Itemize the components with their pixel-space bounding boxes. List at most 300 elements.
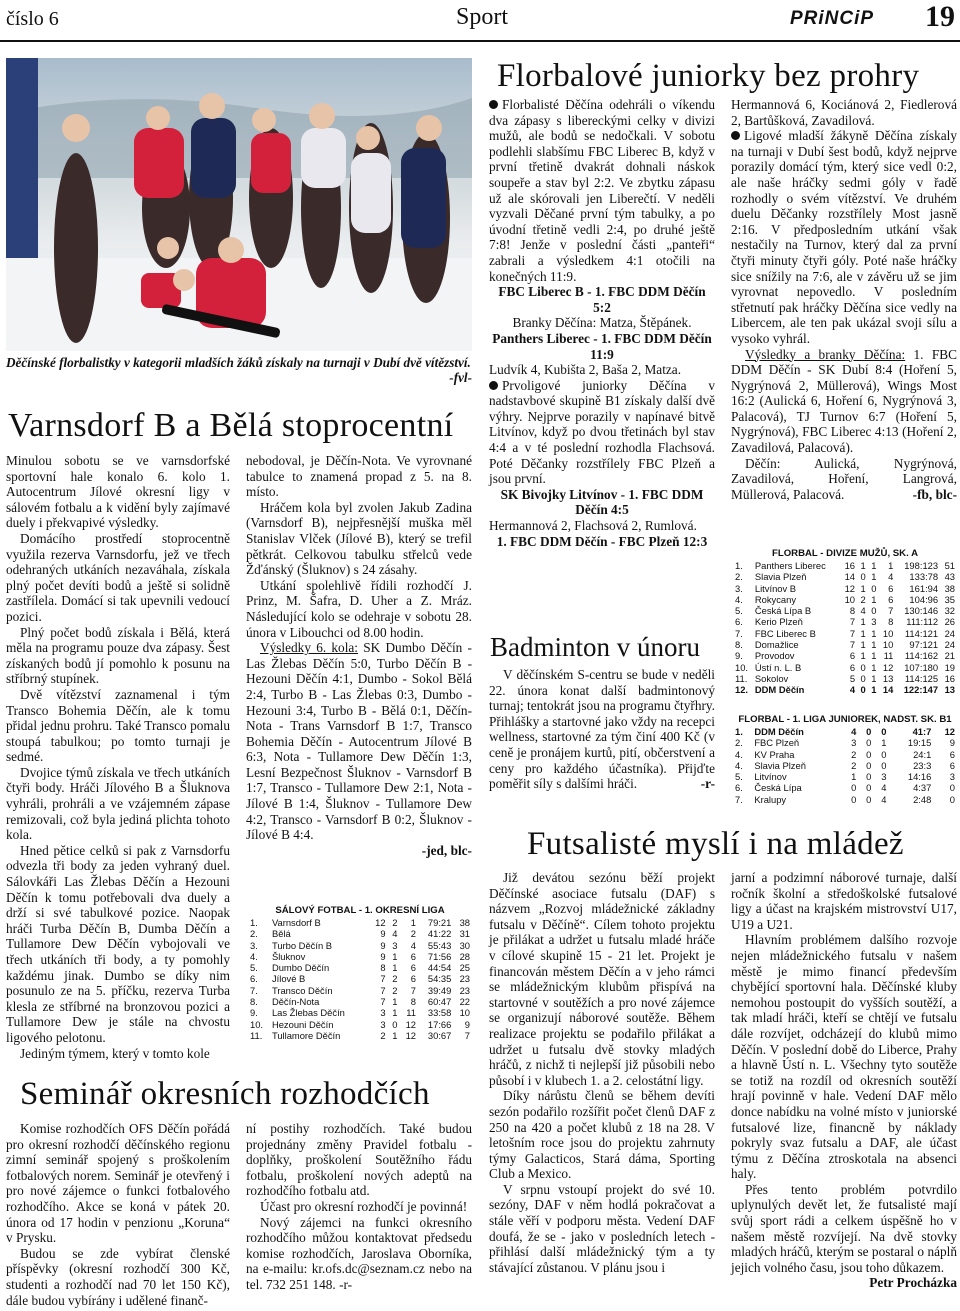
table-cell: 4 bbox=[881, 782, 887, 794]
caption-text: Děčínské florbalistky v kategorii mladších žáků získaly na turnaji v Dubí dvě vítězství. bbox=[6, 355, 471, 370]
table-cell: 32 bbox=[944, 605, 955, 617]
paragraph: Nový zájemci na funkci okresního rozhodčího můžou kontaktovat předsedu komise rozhodčích, Jaroslava Oborníka, na e-mailu: kr.ofs.dc@seznam.cz nebo na tel. 732 251 148. -r- bbox=[246, 1214, 472, 1292]
table-cell: 4 bbox=[849, 684, 856, 696]
table-cell: 19 bbox=[944, 661, 955, 673]
paragraph bbox=[731, 128, 957, 346]
team-name-cell: Litvínov bbox=[754, 771, 787, 783]
header-rule bbox=[0, 40, 960, 42]
paragraph bbox=[489, 667, 715, 792]
table-cell: 8. bbox=[735, 639, 743, 651]
table-cell: 2. bbox=[250, 928, 258, 940]
florbal-col1 bbox=[489, 97, 715, 549]
team-name-cell: Jílové B bbox=[271, 973, 306, 985]
table-cell: 1 bbox=[392, 950, 398, 962]
match-scorers: Hermannová 6, Kociánová 2, Fiedlerová 2, Bartůšková, Zavadilová. bbox=[731, 97, 957, 128]
match-title: FBC Liberec B - 1. FBC DDM Děčín 5:2 bbox=[498, 284, 706, 315]
team-name-cell: Děčín-Nota bbox=[271, 996, 320, 1008]
table-cell: 0 bbox=[881, 726, 887, 737]
table-cell: 11 bbox=[406, 1007, 417, 1019]
table-cell: 114:121 bbox=[904, 627, 939, 639]
table-cell: 1 bbox=[871, 672, 877, 684]
results-paragraph bbox=[731, 347, 957, 456]
table-cell: 6. bbox=[250, 973, 258, 985]
table-cell: 9. bbox=[250, 1007, 258, 1019]
table-row bbox=[733, 662, 957, 673]
table-cell: 2 bbox=[392, 984, 398, 996]
team-name-cell: FBC Plzeň bbox=[754, 737, 800, 749]
table-row bbox=[248, 951, 472, 962]
match-title: SK Bivojky Litvínov - 1. FBC DDM Děčín 4:5 bbox=[500, 486, 704, 518]
table-cell: 4. bbox=[735, 748, 743, 760]
caption-signature: -fvl- bbox=[449, 370, 472, 385]
table-cell: 198:123 bbox=[904, 560, 939, 571]
table-cell: 30:67 bbox=[427, 1029, 452, 1041]
results-paragraph bbox=[246, 640, 472, 843]
table-cell: 6 bbox=[888, 593, 894, 605]
table-cell: 1 bbox=[871, 560, 877, 571]
table-cell: 7 bbox=[888, 605, 894, 617]
table-cell: 41:7 bbox=[912, 726, 932, 737]
team-name-cell: Transco Děčín bbox=[271, 984, 333, 996]
table-cell: 1 bbox=[871, 627, 877, 639]
table-cell: 3 bbox=[380, 1018, 386, 1030]
table-cell: 24:1 bbox=[913, 748, 932, 760]
lineup-text: Děčín: Aulická, Nygrýnová, Zavadilová, Hoření, Langrová, Müllerová, Palacová. bbox=[731, 455, 957, 502]
table-cell: 2 bbox=[410, 928, 417, 940]
table-cell: 5. bbox=[735, 771, 743, 783]
table-cell: 4 bbox=[392, 928, 398, 940]
table-cell: 0 bbox=[860, 672, 866, 684]
bullet-icon bbox=[731, 131, 740, 140]
team-name-cell: Domažlice bbox=[754, 639, 799, 651]
table-cell: 6 bbox=[849, 661, 856, 673]
table-cell: 1 bbox=[871, 684, 877, 696]
table-cell: 12 bbox=[944, 726, 955, 737]
table-cell: 11 bbox=[883, 650, 894, 662]
table-row bbox=[733, 737, 957, 748]
table-cell: 23:3 bbox=[913, 759, 932, 771]
table-cell: 5. bbox=[250, 962, 258, 974]
table-cell: 26 bbox=[944, 616, 955, 628]
table-cell: 4 bbox=[888, 571, 894, 583]
table-title: FLORBAL - DIVIZE MUŽŮ, SK. A bbox=[771, 548, 919, 559]
table-cell: 10 bbox=[882, 627, 894, 639]
paragraph: jarní a podzimní náborové turnaje, další ročník školní a středoškolské futsalové ligy a účast na krajském mistrovství U17, U19 a U21. bbox=[731, 870, 957, 932]
table-cell: 4. bbox=[735, 593, 743, 605]
paragraph-text: Florbalisté Děčína odehráli o víkendu dva zápasy s libereckými celky v divizi mužů, ale bodů se nedočkali. V sobotu podlehli slabšímu FBC Liberec B, když v první třetině dvakrát dohnali náskok soupeře a stav byl 2:2. Ve zbytku zápasu už ale skórovali jen Liberečtí. V neděli vyzvali Děčané první tým tabulky, a po úvodní třetině vedli 2:4, po druhé ještě 7:8! Jenže v poslední části „panteři“ zabrali a výsledkem 4:1 otočili na konečných 11:9. bbox=[489, 97, 715, 284]
paragraph: Jediným týmem, který v tomto kole bbox=[20, 1045, 210, 1061]
bullet-icon bbox=[489, 381, 498, 390]
table-cell: 3 bbox=[392, 939, 398, 951]
bullet-icon bbox=[489, 100, 498, 109]
article-signature: -fb, blc- bbox=[912, 486, 957, 502]
table-cell: 1 bbox=[392, 1007, 398, 1019]
table-row bbox=[733, 560, 957, 571]
table-cell: 0 bbox=[866, 737, 872, 749]
table-cell: 3 bbox=[380, 1007, 386, 1019]
team-name-cell: Litvínov B bbox=[754, 582, 797, 594]
table-cell: 1 bbox=[410, 917, 417, 928]
table-cell: 54:35 bbox=[427, 973, 452, 985]
table-row bbox=[248, 1030, 472, 1041]
paragraph: ní postihy rozhodčích. Také budou projednány změny Pravidel fotbalu - doplňky, proškolení Soutěžního řádu fotbalu, proškolení nových adeptů na rozhodčího fotbalu atd. bbox=[246, 1121, 472, 1199]
florbal-col2 bbox=[731, 97, 957, 502]
table-cell: 60:47 bbox=[427, 996, 452, 1008]
paragraph: nebodoval, je Děčín-Nota. Ve vyrovnané tabulce to znamená propad z 5. na 8. místo. bbox=[246, 453, 472, 500]
table-cell: 0 bbox=[866, 759, 872, 771]
table-cell: 0 bbox=[866, 782, 872, 794]
table-cell: 10 bbox=[459, 1007, 470, 1019]
photo-caption bbox=[6, 355, 472, 385]
table-cell: 9 bbox=[380, 950, 386, 962]
match-scorers: Ludvík 4, Kubišta 2, Baša 2, Matza. bbox=[489, 362, 682, 378]
paragraph: V srpnu vstoupí projekt do své 10. sezóny, DAF v něm hodlá pokračovat a stále věří v podporu města. Vedení DAF doufá, že se - jako v posledních letech - přihlásí další mládežnický tým a ty stávající zůstanou. V plánu jsou i bbox=[489, 1181, 715, 1275]
team-name-cell: Hezouni Děčín bbox=[271, 1018, 334, 1030]
table-cell: 3. bbox=[250, 939, 258, 951]
table-cell: 5. bbox=[735, 605, 743, 617]
table-row bbox=[733, 650, 957, 661]
table-cell: 6. bbox=[735, 782, 743, 794]
team-name-cell: Česká Lípa bbox=[754, 782, 802, 794]
table-cell: 13 bbox=[882, 672, 894, 684]
table-cell: 10 bbox=[844, 593, 856, 605]
table-cell: 1 bbox=[871, 571, 877, 583]
page-number: 19 bbox=[925, 0, 955, 33]
table-cell: 39:49 bbox=[427, 984, 452, 996]
table-cell: 79:21 bbox=[427, 917, 452, 928]
table-cell: 0 bbox=[866, 793, 872, 805]
paragraph: Přes tento problém potvrdilo uplynulých devět let, že futsalisté mají svůj sport rádi a celkem úspěšně ho v našem městě rozvíjejí. Na dvě stovky mladých hráčů, kterým se postaral o náplň jejich volného času, jsou toho důkazem. bbox=[731, 1181, 957, 1275]
table-cell: 0 bbox=[860, 661, 866, 673]
table-cell: 11. bbox=[735, 672, 748, 684]
table-cell: 6 bbox=[410, 973, 417, 985]
table-row bbox=[248, 996, 472, 1007]
table-cell: 1 bbox=[871, 650, 877, 662]
table-cell: 71:56 bbox=[427, 950, 452, 962]
table-cell: 13 bbox=[944, 684, 955, 696]
table-cell: 7 bbox=[849, 616, 856, 628]
paragraph: Hráčem kola byl zvolen Jakub Zadina (Varnsdorf B), nejpřesnější muška měl Stanislav Vlček (Jílové B), který se trefil pětkrát. Celkovou tabulku střelců vede Žďánský (Šluknov) s 24 zásahy. bbox=[246, 499, 472, 578]
paragraph: Plný počet bodů získala i Bělá, která měla na programu pouze dva zápasy. Šest získaných bodů jí pomohlo k posunu na stříbrný stupínek. bbox=[6, 624, 230, 687]
newspaper-logo: PRiNCiP bbox=[790, 8, 875, 29]
table-cell: 2 bbox=[380, 1029, 386, 1041]
issue-number: číslo 6 bbox=[6, 8, 59, 30]
table-cell: 1 bbox=[860, 627, 866, 639]
table-cell: 130:146 bbox=[904, 605, 939, 617]
paragraph bbox=[489, 97, 715, 284]
table-cell: 4 bbox=[410, 939, 417, 951]
table-cell: 16 bbox=[944, 672, 955, 684]
table-cell: 24 bbox=[944, 639, 955, 651]
table-cell: 107:180 bbox=[904, 661, 939, 673]
liga-juniorek-table bbox=[733, 714, 957, 805]
paragraph: Díky nárůstu členů se během devíti sezón podařilo rozšířit počet členů DAF z 250 na 420 a počet klubů z 18 na 28. V letošním roce jsou do projektu zahrnuty týmy Galacticos, Stará dáma, Sporting Club a Mexico. bbox=[489, 1088, 715, 1182]
article-signature: -r- bbox=[700, 776, 715, 792]
table-row bbox=[733, 771, 957, 782]
table-cell: 6 bbox=[888, 582, 894, 594]
article-signature: -jed, blc- bbox=[421, 842, 472, 858]
table-cell: 12 bbox=[405, 1029, 417, 1041]
table-cell: 2 bbox=[392, 917, 398, 928]
results-label: Výsledky a branky Děčína: bbox=[745, 346, 906, 362]
table-cell: 6. bbox=[735, 616, 743, 628]
table-cell: 97:121 bbox=[909, 639, 939, 651]
table-cell: 0 bbox=[949, 793, 955, 805]
table-cell: 1. bbox=[735, 726, 743, 737]
table-cell: 4:37 bbox=[913, 782, 932, 794]
table-cell: 7. bbox=[735, 627, 743, 639]
table-cell: 16 bbox=[844, 560, 856, 571]
table-row bbox=[733, 673, 957, 684]
table-cell: 10. bbox=[735, 661, 749, 673]
table-cell: 2:48 bbox=[913, 793, 932, 805]
table-cell: 9 bbox=[949, 737, 955, 749]
paragraph: Hned pětice celků si pak z Varnsdorfu odvezla tři body za jeden vyhraný duel. Sálovkáři Las Žlebas Děčín a Hezouni Děčín k tomu potřebovali dva duely a drží si své tabulkové pozice. Naopak hráči Turba Děčín B, Dumba Děčín a Tullamore Dew Děčín vybojovali ve třech utkáních tři body, a ty pomohly každému jinak. Dumbo se díky nim posunulo ze na 5. příčku, rezerva Turba klesla ze stříbrné na bronzovou pozici a Tullamore Dew je stále na chvostu ligového pelotonu. bbox=[6, 842, 230, 1045]
table-cell: 9 bbox=[380, 939, 386, 951]
paragraph: Budou se zde vybírat členské příspěvky (okresní rozhodčí 300 Kč, studenti a rozhodčí nad 70 let 150 Kč), dále budou vybírány i udělené finanč- bbox=[6, 1245, 230, 1308]
table-cell: 2. bbox=[735, 737, 743, 749]
florbal-headline: Florbalové juniorky bez prohry bbox=[497, 58, 920, 94]
seminar-headline: Seminář okresních rozhodčích bbox=[20, 1076, 430, 1112]
table-cell: 12 bbox=[375, 917, 386, 928]
team-name-cell: Dumbo Děčín bbox=[271, 962, 330, 974]
table-cell: 3 bbox=[851, 737, 857, 749]
table-cell: 38 bbox=[459, 917, 470, 928]
table-cell: 7 bbox=[380, 984, 386, 996]
table-cell: 114:162 bbox=[904, 650, 939, 662]
table-cell: 55:43 bbox=[427, 939, 452, 951]
team-name-cell: DDM Děčín bbox=[754, 684, 805, 696]
table-cell: 4 bbox=[881, 793, 887, 805]
team-name-cell: Panthers Liberec bbox=[754, 560, 826, 571]
table-title: SÁLOVÝ FOTBAL - 1. OKRESNÍ LIGA bbox=[275, 905, 445, 916]
table-cell: 6 bbox=[849, 650, 856, 662]
match-scorers: Hermannová 2, Flachsová 2, Rumlová. bbox=[489, 518, 697, 534]
table-cell: 0 bbox=[949, 782, 955, 794]
table-cell: 161:94 bbox=[909, 582, 939, 594]
table-cell: 25 bbox=[459, 962, 470, 974]
table-cell: 12 bbox=[405, 1018, 417, 1030]
table-cell: 1 bbox=[392, 996, 398, 1008]
table-cell: 1 bbox=[860, 650, 866, 662]
table-cell: 14 bbox=[844, 571, 856, 583]
team-name-cell: Kerio Plzeň bbox=[754, 616, 803, 628]
table-cell: 1 bbox=[888, 560, 894, 571]
table-cell: 12 bbox=[882, 661, 894, 673]
team-name-cell: Sokolov bbox=[754, 672, 789, 684]
table-cell: 7. bbox=[250, 984, 258, 996]
futsal-col1 bbox=[489, 870, 715, 1275]
table-cell: 0 bbox=[881, 759, 887, 771]
table-cell: 6 bbox=[410, 962, 417, 974]
table-cell: 51 bbox=[944, 560, 955, 571]
paragraph: Utkání spolehlivě řídili rozhodčí J. Prinz, M. Šafra, D. Uher a Z. Mráz. Následující kolo se odehraje v sobotu 28. února v Libouchci od 8.00 hodin. bbox=[246, 577, 472, 640]
table-cell: 122:147 bbox=[903, 684, 939, 696]
table-cell: 10 bbox=[882, 639, 894, 651]
table-row bbox=[733, 583, 957, 594]
table-cell: 0 bbox=[851, 793, 857, 805]
varnsdorf-col1 bbox=[6, 453, 230, 1061]
paragraph: Účast pro okresní rozhodčí je povinná! bbox=[260, 1198, 468, 1214]
table-cell: 17:66 bbox=[427, 1018, 452, 1030]
table-cell: 8. bbox=[250, 996, 258, 1008]
futsal-col2 bbox=[731, 870, 957, 1291]
paragraph: Domácího prostředí stoprocentně využila rezerva Varnsdorfu, jež ve třech odehraných utkáních nezaváhala, získala plný počet devíti bodů a ještě si solidně zastřílela. Domácí si tak upevnili vedoucí pozici. bbox=[6, 530, 230, 624]
table-row bbox=[733, 782, 957, 793]
table-cell: 0 bbox=[866, 726, 872, 737]
table-cell: 1 bbox=[860, 560, 866, 571]
table-cell: 0 bbox=[871, 582, 877, 594]
section-title: Sport bbox=[456, 4, 509, 30]
table-cell: 7. bbox=[735, 793, 743, 805]
team-name-cell: Varnsdorf B bbox=[271, 917, 321, 928]
table-cell: 21 bbox=[944, 650, 955, 662]
table-cell: 2 bbox=[851, 748, 857, 760]
table-cell: 9. bbox=[735, 650, 743, 662]
paragraph: Hlavním problémem dalšího rozvoje nejen mládežnického futsalu v našem městě je mimo financí především chybějící sportovní hala. Děčínské kluby nemohou postoupit do vyšších soutěží, a tak mladí hráči, kteří se chtějí ve futsalu dále rozvíjet, odcházejí do klubů mimo Děčín. V poslední době do Liberce, Prahy a hlavně Ústí n. L. Všechny tyto soutěže se totiž na rozdíl od okresních soutěží hrají povinně v hale. Vedení DAF mělo donce nabídku na volné místo v juniorské futsalové lize, financně by náklady pokryly svaz futsalu a DAF, ale účast týmu z Děčína ztroskotala na absenci haly. bbox=[731, 932, 957, 1182]
table-cell: 8 bbox=[380, 962, 386, 974]
table-cell: 23 bbox=[459, 973, 470, 985]
table-cell: 24 bbox=[944, 627, 955, 639]
team-name-cell: KV Praha bbox=[754, 748, 795, 760]
table-cell: 8 bbox=[849, 605, 856, 617]
table-cell: 0 bbox=[392, 1018, 398, 1030]
lineup-paragraph bbox=[731, 456, 957, 503]
table-cell: 1 bbox=[881, 737, 887, 749]
table-cell: 0 bbox=[871, 605, 877, 617]
varnsdorf-col2 bbox=[246, 453, 472, 858]
table-cell: 6 bbox=[949, 748, 955, 760]
table-cell: 1 bbox=[871, 639, 877, 651]
table-cell: 0 bbox=[860, 684, 866, 696]
table-cell: 10. bbox=[250, 1018, 264, 1030]
standings-table bbox=[733, 726, 957, 805]
table-cell: 7 bbox=[464, 1029, 470, 1041]
table-cell: 33:58 bbox=[427, 1007, 452, 1019]
match-title: 1. FBC DDM Děčín - FBC Plzeň 12:3 bbox=[496, 533, 708, 549]
table-cell: 38 bbox=[944, 582, 955, 594]
table-cell: 8 bbox=[410, 996, 417, 1008]
table-row bbox=[733, 726, 957, 737]
table-cell: 1 bbox=[871, 661, 877, 673]
table-row bbox=[733, 616, 957, 627]
table-cell: 1 bbox=[392, 962, 398, 974]
table-cell: 12. bbox=[735, 684, 749, 696]
table-cell: 4 bbox=[851, 726, 857, 737]
paragraph: Komise rozhodčích OFS Děčín pořádá pro okresní rozhodčí děčínského regionu zimní seminář spojený s proškolením fotbalových norem. Seminář je otevřený i pro nové zájemce o funkci fotbalového rozhodčího. Akce se koná v pátek 20. února od 17 hodin v penzionu „Koruna“ v Prysku. bbox=[6, 1121, 230, 1246]
team-name-cell: Rokycany bbox=[754, 593, 797, 605]
table-title: FLORBAL - 1. LIGA JUNIOREK, NADST. SK. B1 bbox=[738, 714, 952, 725]
table-row bbox=[248, 1019, 472, 1030]
table-cell: 5 bbox=[849, 672, 856, 684]
table-cell: 8 bbox=[888, 616, 894, 628]
team-name-cell: Kralupy bbox=[754, 793, 787, 805]
paragraph: Dvojice týmů získala ve třech utkáních čtyři body. Hráči Jílového B a Šluknova vyhráli, prohráli a ve vzájemném zápase remizovali, což byla jediná plichta tohoto kola. bbox=[6, 764, 230, 843]
table-cell: 4. bbox=[735, 759, 743, 771]
team-name-cell: Las Žlebas Děčín bbox=[271, 1007, 345, 1019]
table-row bbox=[733, 760, 957, 771]
table-row bbox=[248, 1007, 472, 1018]
table-cell: 7 bbox=[410, 984, 417, 996]
team-name-cell: Slavia Plzeň bbox=[754, 759, 806, 771]
table-cell: 133:78 bbox=[909, 571, 939, 583]
table-row bbox=[248, 928, 472, 939]
table-row bbox=[733, 605, 957, 616]
table-cell: 0 bbox=[881, 748, 887, 760]
table-cell: 114:125 bbox=[904, 672, 939, 684]
table-cell: 1. bbox=[250, 917, 258, 928]
table-row bbox=[733, 639, 957, 650]
table-cell: 1 bbox=[860, 582, 866, 594]
article-signature: Petr Procházka bbox=[869, 1275, 957, 1291]
team-name-cell: FBC Liberec B bbox=[754, 627, 816, 639]
standings-table bbox=[248, 917, 472, 1041]
paragraph-text: Prvoligové juniorky Děčína v nadstavbové skupině B1 získaly další dvě výhry. Nejprve porazily v napínavé bitvě Litvínov, když po dvou třetinách byl stav 4:4 a v té poslední rozhodla Flachsová. Poté Děčanky rozstřílely FBC Plzeň a jsou první. bbox=[489, 377, 715, 487]
table-cell: 19:15 bbox=[907, 737, 932, 749]
table-row bbox=[733, 794, 957, 805]
table-cell: 6 bbox=[410, 950, 417, 962]
table-cell: 7 bbox=[380, 973, 386, 985]
salovy-fotbal-table bbox=[248, 905, 472, 1041]
table-cell: 0 bbox=[851, 782, 857, 794]
table-row bbox=[733, 571, 957, 582]
varnsdorf-headline: Varnsdorf B a Bělá stoprocentní bbox=[8, 407, 454, 444]
table-cell: 111:112 bbox=[906, 616, 939, 628]
team-name-cell: Turbo Děčín B bbox=[271, 939, 333, 951]
table-cell: 14:16 bbox=[907, 771, 932, 783]
table-cell: 44:54 bbox=[427, 962, 452, 974]
table-cell: 0 bbox=[866, 771, 872, 783]
seminar-col1 bbox=[6, 1121, 230, 1308]
table-cell: 7 bbox=[380, 996, 386, 1008]
table-cell: 43 bbox=[944, 571, 955, 583]
seminar-col2 bbox=[246, 1121, 472, 1293]
page-header bbox=[0, 0, 960, 40]
table-cell: 0 bbox=[860, 571, 866, 583]
table-cell: 31 bbox=[459, 928, 470, 940]
futsal-headline: Futsalisté myslí i na mládež bbox=[527, 826, 904, 862]
table-cell: 30 bbox=[459, 939, 470, 951]
table-cell: 3. bbox=[735, 582, 743, 594]
table-cell: 12 bbox=[844, 582, 856, 594]
table-cell: 6 bbox=[949, 759, 955, 771]
table-row bbox=[248, 973, 472, 984]
table-cell: 7 bbox=[849, 639, 856, 651]
standings-table bbox=[733, 560, 957, 696]
table-row bbox=[733, 628, 957, 639]
table-cell: 3 bbox=[949, 771, 955, 783]
team-name-cell: Šluknov bbox=[271, 950, 306, 962]
paragraph bbox=[489, 378, 715, 487]
team-name-cell: Tullamore Děčín bbox=[271, 1029, 341, 1041]
table-cell: 1 bbox=[860, 616, 866, 628]
team-name-cell: DDM Děčín bbox=[754, 726, 804, 737]
table-cell: 3 bbox=[881, 771, 887, 783]
paragraph: Minulou sobotu se ve varnsdorfské sportovní hale konalo 6. kolo 1. Autocentrum Jílové okresní ligy v sálovém fotbalu a k vidění byly zajímavé duely i překvapivé výsledky. bbox=[6, 453, 230, 531]
table-cell: 0 bbox=[866, 748, 872, 760]
results-label: Výsledky 6. kola: bbox=[260, 640, 358, 656]
badminton-body bbox=[489, 667, 715, 792]
table-cell: 3 bbox=[871, 616, 877, 628]
table-cell: 1 bbox=[851, 771, 857, 783]
table-cell: 7 bbox=[849, 627, 856, 639]
paragraph-text: Ligové mladší žákyně Děčína získaly na turnaji v Dubí šest bodů, když nejprve porazily domácí tým, který sice vedl 0:2, ale naše hráčky sedmi góly v řadě rozhodly o svém vítězství. Ve druhém duelu Děčanky rozstřílely Most jasně 2:16. V předposledním utkání však nestačily na Turnov, který dal za první čtyři minuty čtyři góly. Poté naše hráčky sice snížily na 7:6, ale v závěru už se jim vyrovnat nepovedlo. V posledním střetnutí pak hráčky Děčína sice vedly na Libercem, ale ten pak ukázal svoji sílu a vysoko vyhrál. bbox=[731, 128, 957, 346]
table-cell: 22 bbox=[459, 996, 470, 1008]
paragraph: Dvě vítězství zaznamenal i tým Transco Bohemia Děčín, ale k tomu přidal jednu prohru. Také Transco pomalu stoupá tabulkou; po tomto turnaji je sedmé. bbox=[6, 686, 230, 765]
table-row bbox=[248, 940, 472, 951]
table-row bbox=[733, 684, 957, 695]
table-cell: 2 bbox=[392, 973, 398, 985]
